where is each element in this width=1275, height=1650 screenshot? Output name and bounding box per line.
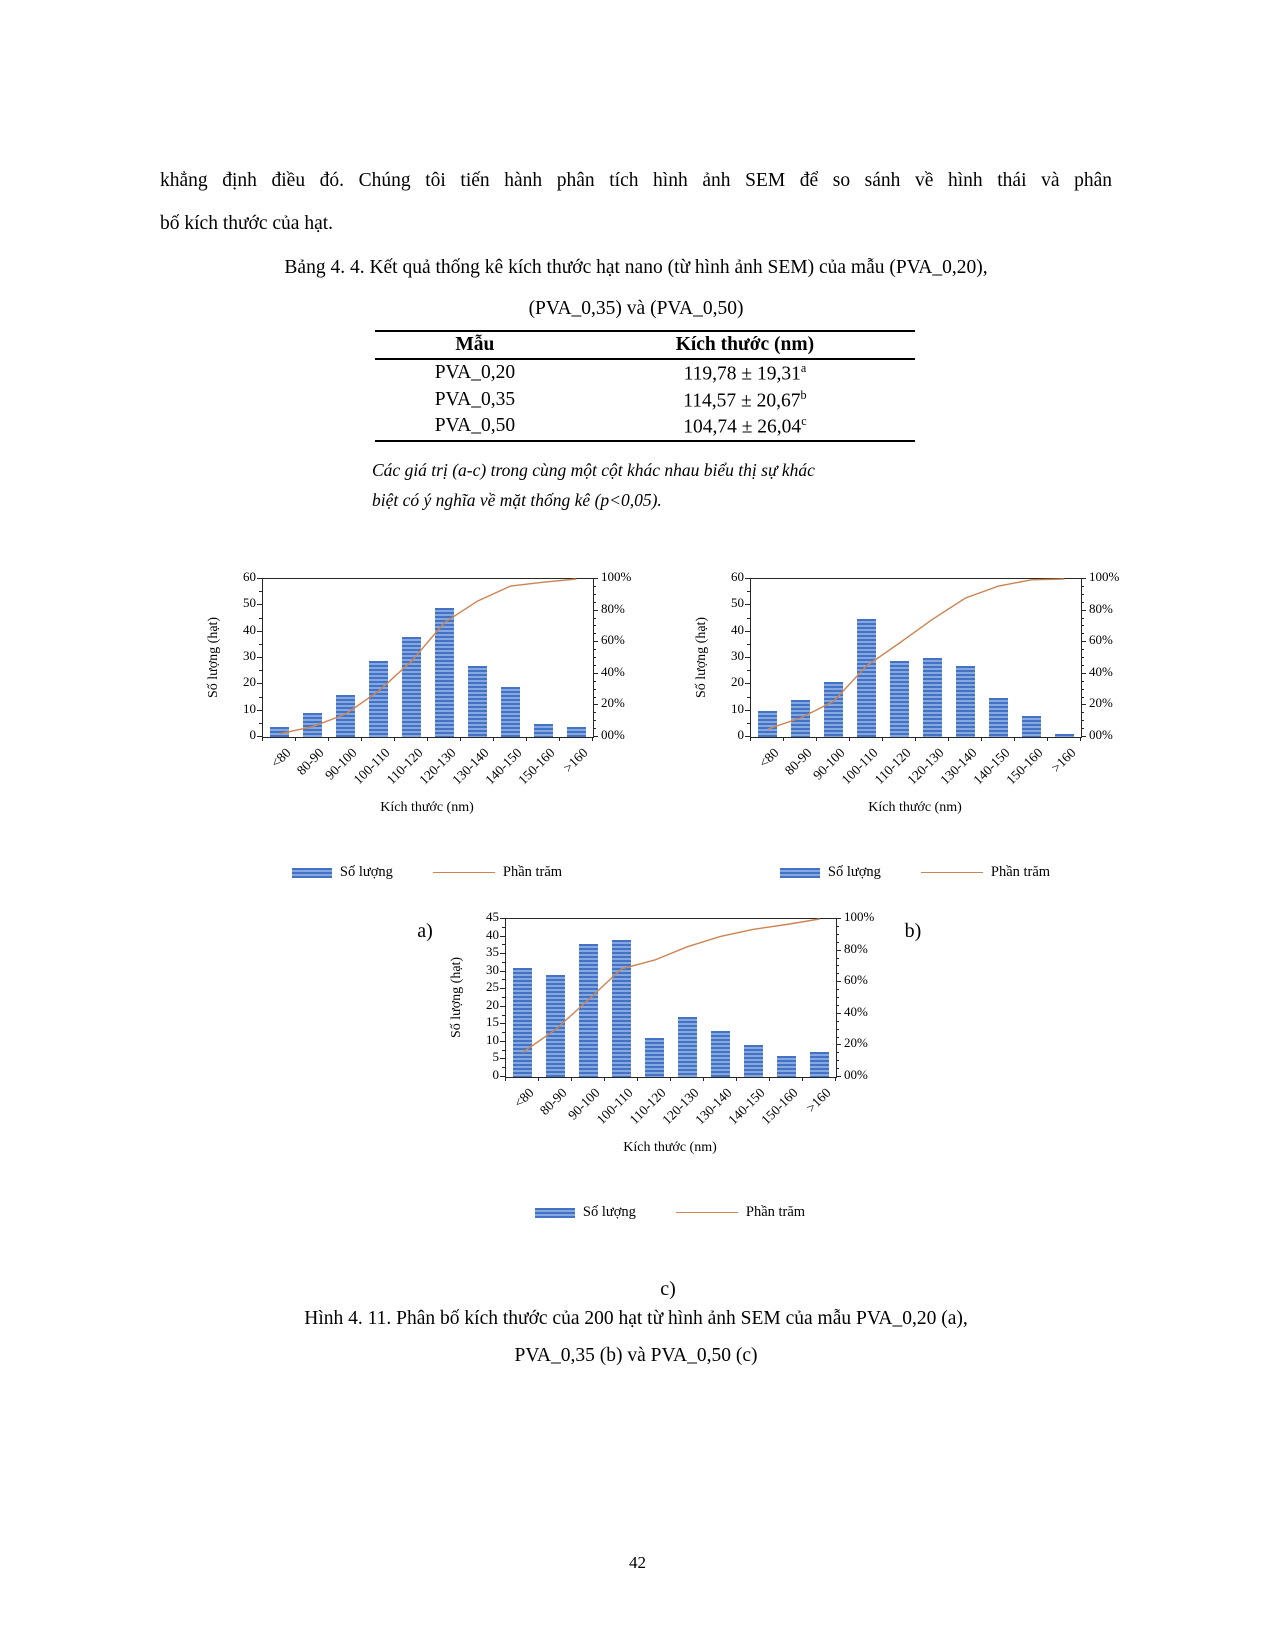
y-left-tick-label: 60 xyxy=(243,569,256,584)
axis-tick xyxy=(836,1021,839,1022)
y-right-tick-label: 80% xyxy=(844,940,868,956)
x-axis-title: Kích thước (nm) xyxy=(868,800,962,815)
legend-label-count: Số lượng xyxy=(339,864,393,880)
y-left-tick-label: 0 xyxy=(249,727,256,742)
y-right-tick-label: 80% xyxy=(1089,600,1113,616)
axis-tick xyxy=(500,1041,505,1042)
axis-tick xyxy=(604,1077,605,1081)
legend-item-percent xyxy=(921,864,1050,881)
size-value-text: 119,78 ± 19,31 xyxy=(683,363,801,385)
x-tick-label: 80-90 xyxy=(536,1085,570,1118)
significance-superscript: a xyxy=(800,361,807,375)
axis-tick xyxy=(502,962,505,963)
axis-tick xyxy=(1081,728,1084,729)
axis-tick xyxy=(745,710,750,711)
axis-tick xyxy=(593,618,596,619)
y-left-tick-label: 10 xyxy=(731,700,744,716)
x-tick-label: 140-150 xyxy=(724,1085,768,1128)
axis-tick xyxy=(882,737,883,741)
axis-tick xyxy=(593,736,598,737)
axis-tick xyxy=(836,1044,841,1045)
axis-tick xyxy=(493,737,494,741)
sample-name: PVA_0,50 xyxy=(434,415,516,437)
axis-tick xyxy=(670,1077,671,1081)
axis-tick xyxy=(1081,633,1084,634)
paragraph-line-1: khẳng định điều đó. Chúng tôi tiến hành phân tích hình ảnh SEM để so sánh về hình thái và phân xyxy=(160,170,1112,191)
table-footnote-line-2: biệt có ý nghĩa về mặt thống kê (p<0,05). xyxy=(372,489,662,510)
axis-tick xyxy=(849,737,850,741)
axis-tick xyxy=(802,1077,803,1081)
axis-tick xyxy=(1081,602,1084,603)
axis-tick xyxy=(836,1037,839,1038)
axis-tick xyxy=(1081,697,1084,698)
axis-tick xyxy=(257,578,262,579)
figure-caption xyxy=(160,1300,1112,1374)
figure-caption-line-1: Hình 4. 11. Phân bố kích thước của 200 hạt từ hình ảnh SEM của mẫu PVA_0,20 (a), xyxy=(304,1308,968,1329)
y-left-tick-label: 40 xyxy=(486,926,499,942)
size-value xyxy=(575,413,915,441)
y-axis-title: Số lượng (hạt) xyxy=(694,616,709,698)
line-series-swatch xyxy=(921,872,983,873)
axis-tick xyxy=(836,958,839,959)
body-paragraph xyxy=(160,160,1112,246)
axis-tick xyxy=(259,644,262,645)
y-left-tick-label: 40 xyxy=(731,621,744,637)
y-right-tick-label: 100% xyxy=(1089,569,1120,584)
axis-tick xyxy=(593,673,598,674)
axis-tick xyxy=(593,689,596,690)
axis-tick xyxy=(1014,737,1015,741)
axis-tick xyxy=(502,979,505,980)
page-number: 42 xyxy=(629,1553,646,1572)
axis-tick xyxy=(500,971,505,972)
axis-tick xyxy=(1081,689,1084,690)
y-right-tick-label: 00% xyxy=(844,1067,868,1082)
axis-tick xyxy=(1081,704,1086,705)
size-value-text: 114,57 ± 20,67 xyxy=(683,390,801,411)
axis-tick xyxy=(836,1068,839,1069)
axis-tick xyxy=(502,1015,505,1016)
x-tick-label: 150-160 xyxy=(1002,745,1046,788)
y-right-tick-label: 100% xyxy=(844,909,875,924)
axis-tick xyxy=(1081,610,1086,611)
y-right-tick-label: 20% xyxy=(1089,695,1113,711)
axis-tick xyxy=(500,1058,505,1059)
axis-tick xyxy=(502,1067,505,1068)
legend-label-percent: Phần trăm xyxy=(502,864,563,880)
x-tick-label: 90-100 xyxy=(809,745,848,783)
axis-tick xyxy=(747,644,750,645)
axis-tick xyxy=(836,997,839,998)
x-tick-label: <80 xyxy=(267,745,294,771)
axis-tick xyxy=(836,1060,839,1061)
axis-tick xyxy=(948,737,949,741)
x-tick-label: 110-120 xyxy=(871,745,914,788)
y-right-tick-label: 40% xyxy=(844,1003,868,1019)
axis-tick xyxy=(500,988,505,989)
x-tick-label: 140-150 xyxy=(969,745,1013,788)
table-row xyxy=(375,413,915,441)
column-header-sample: Mẫu xyxy=(375,331,575,359)
axis-tick xyxy=(745,683,750,684)
y-left-tick-label: 40 xyxy=(243,621,256,637)
axis-tick xyxy=(259,591,262,592)
axis-tick xyxy=(500,1023,505,1024)
axis-tick xyxy=(747,723,750,724)
chart-legend xyxy=(725,864,1105,881)
y-right-tick-label: 20% xyxy=(601,695,625,711)
x-tick-label: >160 xyxy=(1047,745,1079,776)
legend-label-count: Số lượng xyxy=(827,864,881,880)
x-tick-label: 120-130 xyxy=(658,1085,702,1128)
y-left-tick-label: 50 xyxy=(731,595,744,611)
axis-tick xyxy=(747,697,750,698)
axis-tick xyxy=(836,1005,839,1006)
axis-tick xyxy=(593,633,596,634)
y-left-tick-label: 30 xyxy=(731,648,744,663)
y-right-tick-label: 20% xyxy=(844,1035,868,1051)
axis-tick xyxy=(257,631,262,632)
axis-tick xyxy=(262,737,263,741)
legend-item-percent xyxy=(433,864,562,881)
axis-tick xyxy=(259,618,262,619)
x-tick-label: <80 xyxy=(755,745,782,771)
axis-tick xyxy=(1080,737,1081,741)
significance-superscript: b xyxy=(800,387,807,402)
axis-tick xyxy=(703,1077,704,1081)
table-header-row xyxy=(375,331,915,359)
x-axis-title: Kích thước (nm) xyxy=(380,800,474,815)
axis-tick xyxy=(1081,657,1084,658)
y-left-tick-label: 20 xyxy=(486,996,499,1012)
axis-tick xyxy=(816,737,817,741)
table-row xyxy=(375,359,915,387)
sample-name: PVA_0,35 xyxy=(434,388,516,410)
axis-tick xyxy=(1081,618,1084,619)
y-left-tick-label: 10 xyxy=(243,700,256,716)
axis-tick xyxy=(1081,586,1084,587)
y-right-tick-label: 40% xyxy=(1089,663,1113,679)
x-tick-label: 90-100 xyxy=(321,745,360,783)
figure-label-a: a) xyxy=(417,920,433,942)
x-tick-label: 110-120 xyxy=(626,1085,669,1128)
axis-tick xyxy=(1081,673,1086,674)
figure-caption-line-2: PVA_0,35 (b) và PVA_0,50 (c) xyxy=(514,1345,758,1367)
axis-tick xyxy=(836,1052,839,1053)
axis-tick xyxy=(1047,737,1048,741)
axis-tick xyxy=(1081,625,1084,626)
table-footnote-line-1: Các giá trị (a-c) trong cùng một cột khác nhau biểu thị sự khác xyxy=(372,460,815,480)
y-left-tick-label: 5 xyxy=(492,1049,499,1065)
axis-tick xyxy=(836,981,841,982)
axis-tick xyxy=(259,670,262,671)
figure-label-b: b) xyxy=(904,920,922,942)
axis-tick xyxy=(593,578,598,579)
x-axis-title: Kích thước (nm) xyxy=(623,1140,717,1155)
axis-tick xyxy=(500,1006,505,1007)
y-left-tick-label: 25 xyxy=(486,979,499,995)
axis-tick xyxy=(593,625,596,626)
chart-c xyxy=(433,906,903,1246)
axis-tick xyxy=(259,697,262,698)
y-left-tick-label: 20 xyxy=(243,674,256,690)
size-value xyxy=(575,387,915,414)
legend-item-count xyxy=(292,864,393,881)
axis-tick xyxy=(836,965,839,966)
chart-a xyxy=(190,566,660,906)
axis-tick xyxy=(750,737,751,741)
axis-tick xyxy=(328,737,329,741)
x-tick-label: 100-110 xyxy=(350,745,393,788)
bar-series-swatch xyxy=(292,868,332,878)
axis-tick xyxy=(593,697,596,698)
axis-tick xyxy=(593,594,596,595)
y-right-tick-label: 60% xyxy=(1089,632,1113,648)
axis-tick xyxy=(736,1077,737,1081)
legend-label-percent: Phần trăm xyxy=(990,864,1051,880)
axis-tick xyxy=(257,683,262,684)
legend-item-count xyxy=(535,1204,636,1221)
y-left-tick-label: 30 xyxy=(486,961,499,977)
x-tick-label: 140-150 xyxy=(481,745,525,788)
axis-tick xyxy=(745,604,750,605)
axis-tick xyxy=(981,737,982,741)
axis-tick xyxy=(538,1077,539,1081)
axis-tick xyxy=(257,604,262,605)
y-left-tick-label: 10 xyxy=(486,1031,499,1047)
axis-tick xyxy=(593,720,596,721)
size-value xyxy=(575,359,915,387)
axis-tick xyxy=(836,1076,841,1077)
y-right-tick-label: 00% xyxy=(1089,727,1113,742)
axis-tick xyxy=(502,944,505,945)
x-tick-label: 150-160 xyxy=(514,745,558,788)
x-tick-label: 130-140 xyxy=(691,1085,735,1128)
paragraph-line-2: bố kích thước của hạt. xyxy=(160,212,334,234)
axis-tick xyxy=(745,657,750,658)
axis-tick xyxy=(593,641,598,642)
x-tick-label: 120-130 xyxy=(903,745,947,788)
x-tick-label: >160 xyxy=(802,1085,834,1116)
axis-tick xyxy=(593,657,596,658)
axis-tick xyxy=(593,649,596,650)
axis-tick xyxy=(593,704,598,705)
cumulative-percent-line xyxy=(263,579,593,737)
axis-tick xyxy=(502,1050,505,1051)
axis-tick xyxy=(1081,712,1084,713)
axis-tick xyxy=(835,1077,836,1081)
axis-tick xyxy=(836,989,839,990)
line-series-swatch xyxy=(676,1212,738,1213)
axis-tick xyxy=(259,723,262,724)
table-footnote xyxy=(372,456,960,516)
significance-superscript: c xyxy=(801,414,807,428)
axis-tick xyxy=(502,997,505,998)
legend-item-percent xyxy=(676,1204,805,1221)
axis-tick xyxy=(394,737,395,741)
axis-tick xyxy=(500,918,505,919)
y-left-tick-label: 35 xyxy=(486,944,499,960)
legend-label-percent: Phần trăm xyxy=(745,1204,806,1220)
axis-tick xyxy=(460,737,461,741)
y-right-tick-label: 100% xyxy=(601,569,632,584)
axis-tick xyxy=(361,737,362,741)
axis-tick xyxy=(1081,594,1084,595)
axis-tick xyxy=(571,1077,572,1081)
axis-tick xyxy=(593,681,596,682)
legend-label-count: Số lượng xyxy=(582,1204,636,1220)
x-tick-label: 130-140 xyxy=(936,745,980,788)
axis-tick xyxy=(769,1077,770,1081)
axis-tick xyxy=(836,950,841,951)
y-left-tick-label: 15 xyxy=(486,1014,499,1030)
x-tick-label: <80 xyxy=(510,1085,537,1111)
line-series-swatch xyxy=(433,872,495,873)
axis-tick xyxy=(257,657,262,658)
axis-tick xyxy=(747,618,750,619)
table-title xyxy=(160,248,1112,330)
bar-series-swatch xyxy=(535,1208,575,1218)
table-title-line-1: Bảng 4. 4. Kết quả thống kê kích thước hạt nano (từ hình ảnh SEM) của mẫu (PVA_0,20), xyxy=(284,257,988,278)
axis-tick xyxy=(1081,649,1084,650)
chart-legend xyxy=(237,864,617,881)
y-left-tick-label: 30 xyxy=(243,648,256,663)
axis-tick xyxy=(500,953,505,954)
y-left-tick-label: 0 xyxy=(737,727,744,742)
axis-tick xyxy=(745,631,750,632)
axis-tick xyxy=(295,737,296,741)
plot-area xyxy=(262,578,594,738)
x-tick-label: 100-110 xyxy=(838,745,881,788)
axis-tick xyxy=(559,737,560,741)
column-header-size: Kích thước (nm) xyxy=(575,331,915,359)
axis-tick xyxy=(592,737,593,741)
x-tick-label: 120-130 xyxy=(415,745,459,788)
axis-tick xyxy=(836,1029,839,1030)
x-tick-label: 80-90 xyxy=(293,745,327,778)
x-tick-label: 90-100 xyxy=(564,1085,603,1123)
y-right-tick-label: 60% xyxy=(844,972,868,988)
axis-tick xyxy=(257,710,262,711)
y-right-tick-label: 60% xyxy=(601,632,625,648)
axis-tick xyxy=(1081,736,1086,737)
axis-tick xyxy=(1081,641,1086,642)
y-left-tick-label: 60 xyxy=(731,569,744,584)
axis-tick xyxy=(1081,578,1086,579)
chart-legend xyxy=(480,1204,860,1221)
axis-tick xyxy=(747,591,750,592)
axis-tick xyxy=(502,1032,505,1033)
y-right-tick-label: 00% xyxy=(601,727,625,742)
table-row xyxy=(375,387,915,414)
y-right-tick-label: 80% xyxy=(601,600,625,616)
axis-tick xyxy=(783,737,784,741)
table-title-line-2: (PVA_0,35) và (PVA_0,50) xyxy=(528,297,744,319)
y-axis-title: Số lượng (hạt) xyxy=(206,616,221,698)
y-left-tick-label: 20 xyxy=(731,674,744,690)
axis-tick xyxy=(593,602,596,603)
size-value-text: 104,74 ± 26,04 xyxy=(683,416,802,438)
axis-tick xyxy=(637,1077,638,1081)
axis-tick xyxy=(1081,665,1084,666)
size-statistics-table xyxy=(375,330,915,442)
axis-tick xyxy=(1081,681,1084,682)
y-left-tick-label: 45 xyxy=(486,909,499,924)
x-tick-label: 110-120 xyxy=(383,745,426,788)
axis-tick xyxy=(836,973,839,974)
figure-label-c: c) xyxy=(660,1278,676,1300)
axis-tick xyxy=(593,728,596,729)
sample-name: PVA_0,20 xyxy=(434,362,516,384)
axis-tick xyxy=(505,1077,506,1081)
axis-tick xyxy=(1081,720,1084,721)
axis-tick xyxy=(915,737,916,741)
x-tick-label: >160 xyxy=(559,745,591,776)
y-right-tick-label: 40% xyxy=(601,663,625,679)
x-tick-label: 130-140 xyxy=(448,745,492,788)
axis-tick xyxy=(526,737,527,741)
axis-tick xyxy=(836,1013,841,1014)
bar-series-swatch xyxy=(780,868,820,878)
x-tick-label: 80-90 xyxy=(781,745,815,778)
axis-tick xyxy=(593,712,596,713)
axis-tick xyxy=(593,610,598,611)
x-tick-label: 100-110 xyxy=(593,1085,636,1128)
cumulative-percent-line xyxy=(751,579,1081,737)
y-left-tick-label: 50 xyxy=(243,595,256,611)
axis-tick xyxy=(593,586,596,587)
axis-tick xyxy=(836,918,841,919)
axis-tick xyxy=(593,665,596,666)
y-axis-title: Số lượng (hạt) xyxy=(449,956,464,1038)
chart-b xyxy=(678,566,1148,906)
axis-tick xyxy=(747,670,750,671)
axis-tick xyxy=(427,737,428,741)
y-left-tick-label: 0 xyxy=(492,1067,499,1082)
legend-item-count xyxy=(780,864,881,881)
x-tick-label: 150-160 xyxy=(757,1085,801,1128)
axis-tick xyxy=(745,578,750,579)
plot-area xyxy=(750,578,1082,738)
